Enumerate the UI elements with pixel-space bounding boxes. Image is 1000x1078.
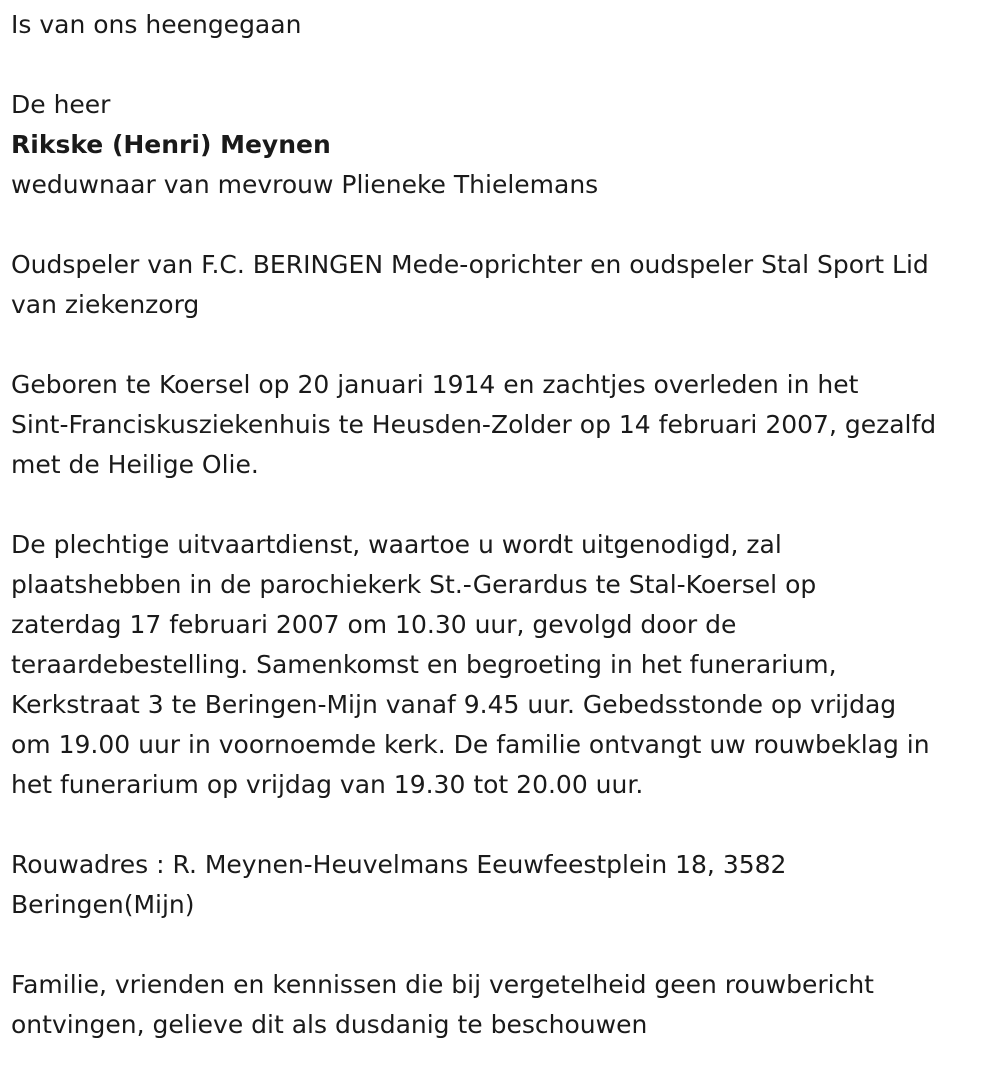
deceased-name: Rikske (Henri) Meynen <box>11 130 331 159</box>
closing-line: Familie, vrienden en kennissen die bij vergetelheid geen rouwbericht <box>11 970 874 999</box>
affiliations-line: van ziekenzorg <box>11 290 200 319</box>
funeral-line: plaatshebben in de parochiekerk St.-Gerardus te Stal-Koersel op <box>11 570 817 599</box>
salutation-text: De heer <box>11 90 111 119</box>
closing-line: ontvingen, gelieve dit als dusdanig te beschouwen <box>11 1010 648 1039</box>
address-line: Beringen(Mijn) <box>11 890 195 919</box>
birth-death-line: Geboren te Koersel op 20 januari 1914 en zachtjes overleden in het <box>11 370 859 399</box>
birth-death-line: met de Heilige Olie. <box>11 450 259 479</box>
funeral-line: De plechtige uitvaartdienst, waartoe u wordt uitgenodigd, zal <box>11 530 782 559</box>
funeral-line: om 19.00 uur in voornoemde kerk. De familie ontvangt uw rouwbeklag in <box>11 730 930 759</box>
funeral-line: het funerarium op vrijdag van 19.30 tot 20.00 uur. <box>11 770 644 799</box>
affiliations-paragraph <box>11 245 993 325</box>
address-line: Rouwadres : R. Meynen-Heuvelmans Eeuwfeestplein 18, 3582 <box>11 850 787 879</box>
intro-text: Is van ons heengegaan <box>11 10 302 39</box>
birth-death-line: Sint-Franciskusziekenhuis te Heusden-Zolder op 14 februari 2007, gezalfd <box>11 410 937 439</box>
funeral-line: Kerkstraat 3 te Beringen-Mijn vanaf 9.45 uur. Gebedsstonde op vrijdag <box>11 690 897 719</box>
spouse-text: weduwnaar van mevrouw Plieneke Thielemans <box>11 170 599 199</box>
birth-death-paragraph <box>11 365 993 485</box>
closing-paragraph <box>11 965 993 1045</box>
funeral-paragraph <box>11 525 993 805</box>
funeral-line: teraardebestelling. Samenkomst en begroeting in het funerarium, <box>11 650 837 679</box>
address-paragraph <box>11 845 993 925</box>
funeral-line: zaterdag 17 februari 2007 om 10.30 uur, gevolgd door de <box>11 610 737 639</box>
obituary-notice <box>11 5 993 1045</box>
affiliations-line: Oudspeler van F.C. BERINGEN Mede-oprichter en oudspeler Stal Sport Lid <box>11 250 929 279</box>
